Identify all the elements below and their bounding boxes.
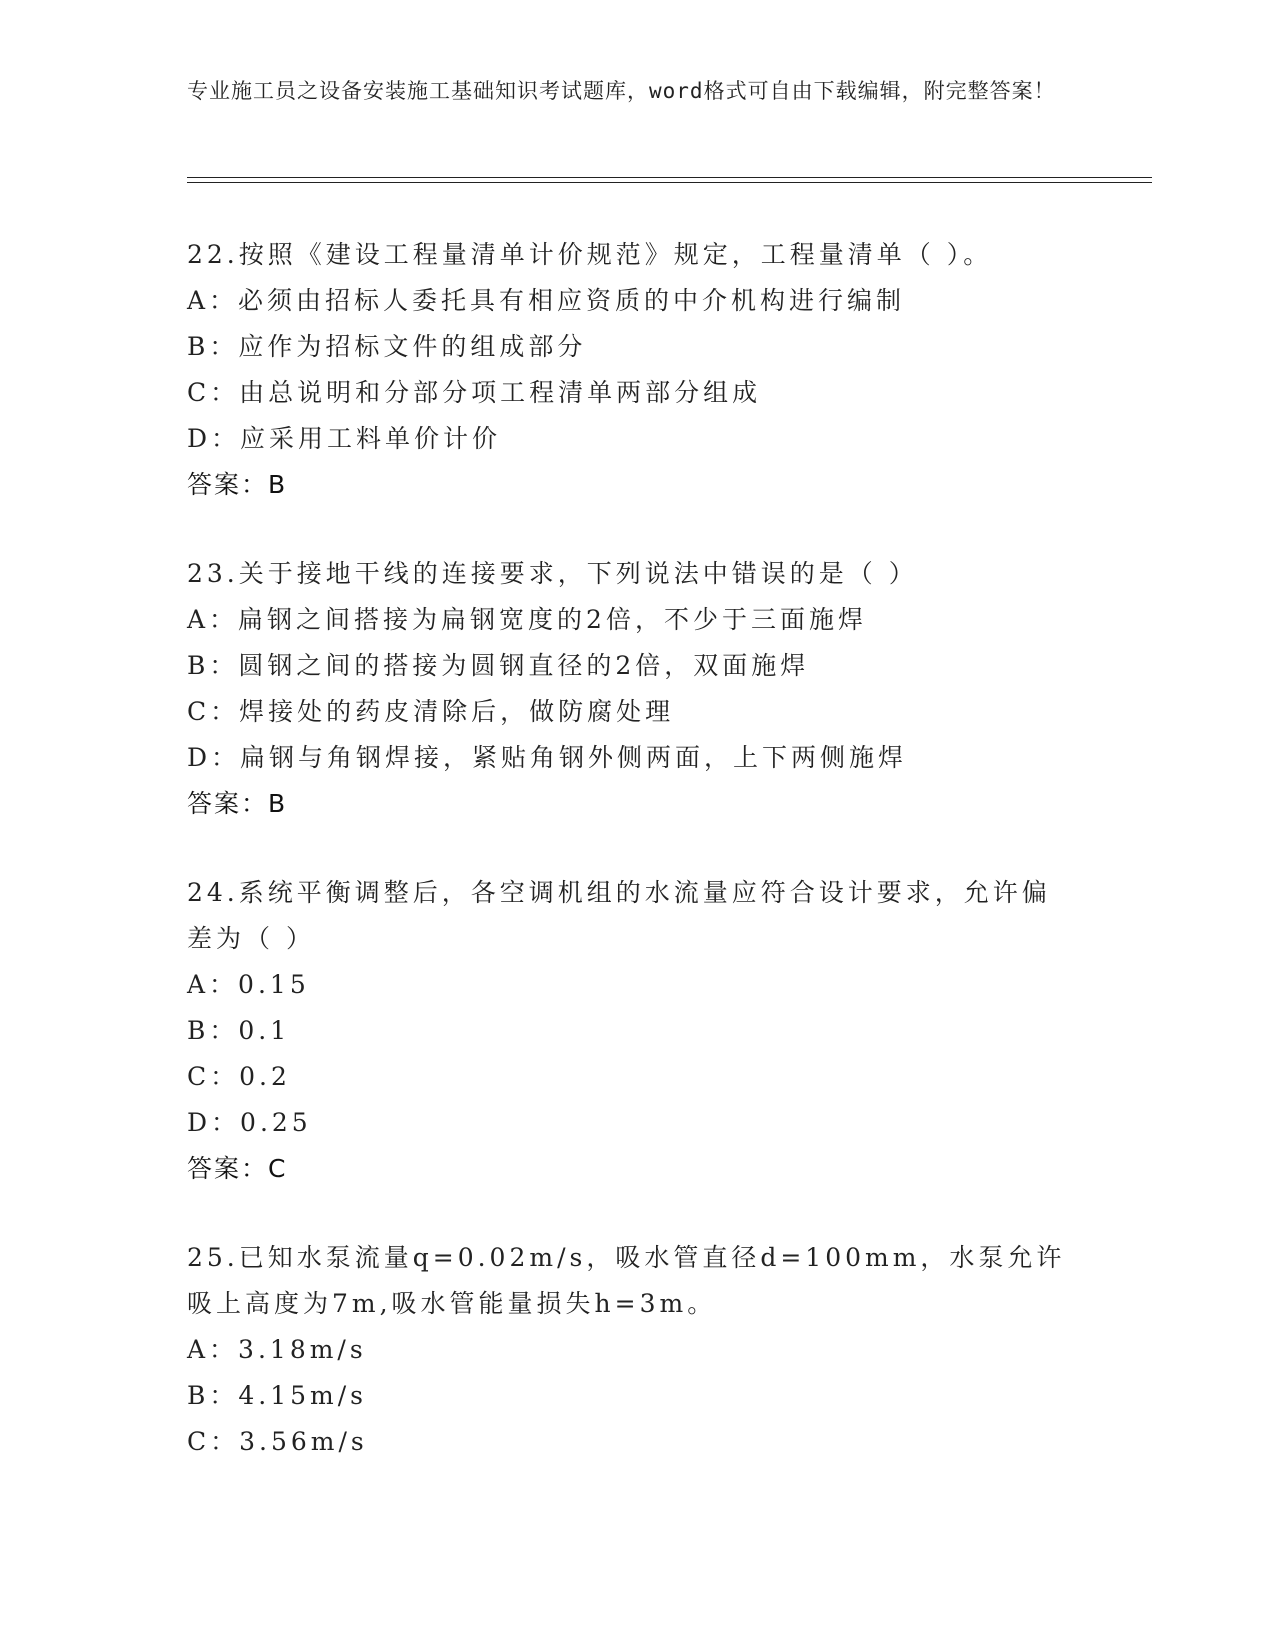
header-divider-top — [187, 177, 1152, 178]
header-divider-bottom — [187, 182, 1152, 183]
answer-label: 答案：C — [187, 1154, 288, 1183]
question-24 — [187, 870, 1067, 1192]
option-a: A：0.15 — [187, 970, 310, 999]
option-c: C：3.56m/s — [187, 1427, 368, 1456]
option-a: A：3.18m/s — [187, 1335, 367, 1364]
option-d: D：0.25 — [187, 1108, 312, 1137]
answer-label: 答案：B — [187, 470, 288, 499]
question-23 — [187, 551, 1067, 827]
question-22 — [187, 232, 1067, 508]
document-header: 专业施工员之设备安装施工基础知识考试题库，word格式可自由下载编辑，附完整答案！ — [187, 79, 1056, 103]
option-d: D：应采用工料单价计价 — [187, 424, 502, 453]
question-stem: 25.已知水泵流量q=0.02m/s，吸水管直径d=100mm，水泵允许吸上高度为7m,吸水管能量损失h=3m。 — [187, 1243, 1066, 1318]
option-c: C：0.2 — [187, 1062, 291, 1091]
question-stem: 23.关于接地干线的连接要求，下列说法中错误的是（ ） — [187, 559, 918, 588]
option-a: A：必须由招标人委托具有相应资质的中介机构进行编制 — [187, 286, 906, 315]
question-25 — [187, 1235, 1067, 1465]
question-stem: 24.系统平衡调整后，各空调机组的水流量应符合设计要求，允许偏差为（ ） — [187, 878, 1051, 953]
option-b: B：4.15m/s — [187, 1381, 367, 1410]
option-d: D：扁钢与角钢焊接，紧贴角钢外侧两面，上下两侧施焊 — [187, 743, 908, 772]
option-b: B：0.1 — [187, 1016, 291, 1045]
option-a: A：扁钢之间搭接为扁钢宽度的2倍，不少于三面施焊 — [187, 605, 867, 634]
option-b: B：圆钢之间的搭接为圆钢直径的2倍，双面施焊 — [187, 651, 810, 680]
option-c: C：由总说明和分部分项工程清单两部分组成 — [187, 378, 762, 407]
option-c: C：焊接处的药皮清除后，做防腐处理 — [187, 697, 675, 726]
question-stem: 22.按照《建设工程量清单计价规范》规定，工程量清单（ ）。 — [187, 240, 993, 269]
answer-label: 答案：B — [187, 789, 288, 818]
option-b: B：应作为招标文件的组成部分 — [187, 332, 587, 361]
